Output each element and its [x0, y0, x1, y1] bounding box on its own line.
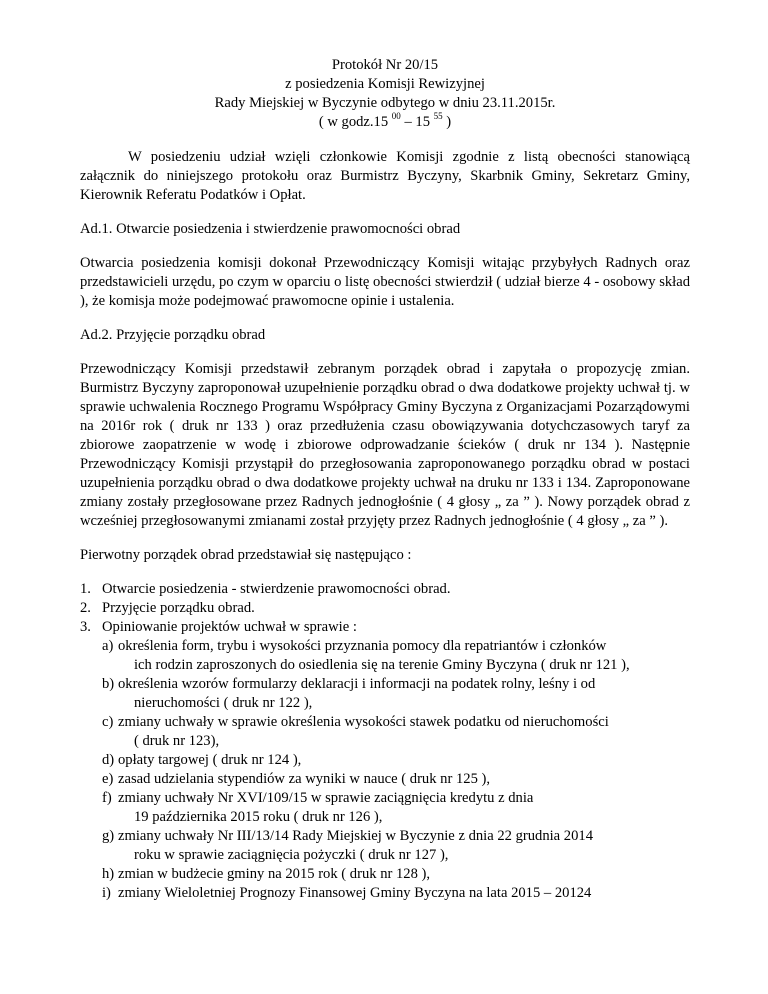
agenda-subitem: a) określenia form, trybu i wysokości przyznania pomocy dla repatriantów i członków ich rodzin zaproszonych do osiedlenia się na terenie Gminy Byczyna ( druk nr 121 ), [102, 638, 630, 673]
committee-title: z posiedzenia Komisji Rewizyjnej [285, 76, 485, 92]
agenda-subitem: i) zmiany Wieloletniej Prognozy Finansowej Gminy Byczyna na lata 2015 – 20124 [102, 885, 592, 901]
agenda-subitem: g) zmiany uchwały Nr III/13/14 Rady Miejskiej w Byczynie z dnia 22 grudnia 2014 roku w sprawie zaciągnięcia pożyczki ( druk nr 127 ), [102, 828, 593, 863]
council-date-line: Rady Miejskiej w Byczynie odbytego w dniu 23.11.2015r. [214, 95, 556, 111]
agenda-subitem: h) zmian w budżecie gminy na 2015 rok ( druk nr 128 ), [102, 866, 431, 882]
agenda-subitem: d) opłaty targowej ( druk nr 124 ), [102, 752, 302, 768]
agenda-list [80, 580, 690, 903]
agenda-subitem: e) zasad udzielania stypendiów za wyniki w nauce ( druk nr 125 ), [102, 771, 491, 787]
section-ad1-body: Otwarcia posiedzenia komisji dokonał Przewodniczący Komisji witając przybyłych Radnych oraz przedstawicieli urzędu, po czym w oparciu o listę obecności stwierdził ( udział bierze 4 - osobowy skład ), że komisja może podejmować prawomocne opinie i ustalenia. [80, 255, 690, 309]
agenda-subitem: c) zmiany uchwały w sprawie określenia wysokości stawek podatku od nieruchomości ( druk nr 123), [102, 714, 609, 749]
agenda-item: 2. Przyjęcie porządku obrad. [80, 600, 255, 616]
section-ad2-body: Przewodniczący Komisji przedstawił zebranym porządek obrad i zapytała o propozycję zmian. Burmistrz Byczyny zaproponował uzupełnienie porządku obrad o dwa dodatkowe projekty uchwał tj. w sprawie uchwalenia Rocznego Programu Współpracy Gminy Byczyna z Organizacjami Pozarządowymi na 2016r rok ( druk nr 133 ) oraz przedłużenia czasu obowiązywania dotychczasowych taryf za zbiorowe zaopatrzenie w wodę i zbiorowe odprowadzanie ścieków ( druk nr 134 ). Następnie Przewodniczący Komisji przystąpił do przegłosowania zaproponowanego porządku obrad w postaci uzupełnienia porządku obrad o dwa dodatkowe projekty uchwał na druku nr 133 i 134. Zaproponowane zmiany zostały przegłosowane przez Radnych jednogłośnie ( 4 głosy „ za ” ). Nowy porządek obrad z wcześniej przegłosowanymi zmianami został przyjęty przez Radnych jednogłośnie ( 4 głosy „ za ” ). [80, 361, 690, 529]
intro-paragraph: W posiedzeniu udział wzięli członkowie Komisji zgodnie z listą obecności stanowiącą załącznik do niniejszego protokołu oraz Burmistrz Byczyny, Skarbnik Gminy, Sekretarz Gminy, Kierownik Referatu Podatków i Opłat. [80, 149, 690, 203]
meeting-time: ( w godz.15 $^{00}$ – 15 $^{55}$ ) [318, 111, 452, 130]
agenda-item: 3. Opiniowanie projektów uchwał w sprawie : [80, 619, 357, 635]
document-page [80, 0, 690, 903]
protocol-header [80, 56, 690, 132]
section-ad1-heading: Ad.1. Otwarcie posiedzenia i stwierdzenie prawomocności obrad [80, 221, 461, 237]
agenda-subitem: b) określenia wzorów formularzy deklaracji i informacji na podatek rolny, leśny i od nieruchomości ( druk nr 122 ), [102, 676, 596, 711]
agenda-subitem: f) zmiany uchwały Nr XVI/109/15 w sprawie zaciągnięcia kredytu z dnia 19 października 2015 roku ( druk nr 126 ), [102, 790, 534, 825]
agenda-item: 1. Otwarcie posiedzenia - stwierdzenie prawomocności obrad. [80, 581, 451, 597]
protocol-number: Protokół Nr 20/15 [331, 57, 439, 73]
agenda-intro: Pierwotny porządek obrad przedstawiał się następująco : [80, 547, 412, 563]
section-ad2-heading: Ad.2. Przyjęcie porządku obrad [80, 327, 266, 343]
